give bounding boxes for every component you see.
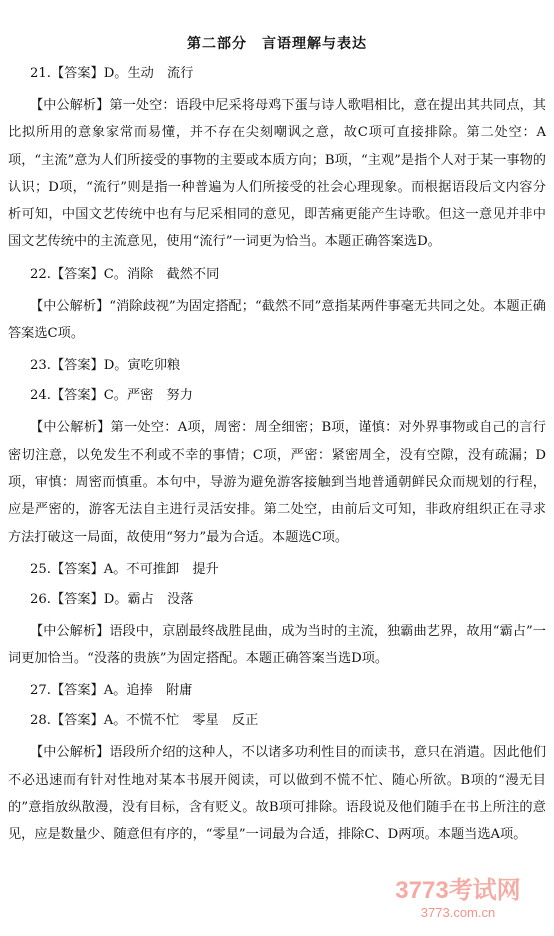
section-title: 第二部分 言语理解与表达 [187, 36, 367, 52]
answer-26: 26.【答案】D。霸占 没落 [30, 591, 194, 607]
watermark-line1: 3773考试网 [395, 877, 521, 904]
analysis-24: 【中公解析】第一处空：A项，周密：周全细密；B项，谨慎：对外界事物或自己的言行密切注意，以免发生不利或不幸的事情；C项，严密：紧密周全，没有空隙，没有疏漏；D项，审慎：周密而慎重。本句中，导游为避免游客接触到当地普通朝鲜民众而规划的行程，应是严密的，游客无法自主进行灵活安排。第二处空，由前后文可知，非政府组织正在寻求方法打破这一局面，故使用“努力”最为合适。本题选C项。 [8, 420, 546, 545]
watermark-line2: 3773.com.cn [420, 905, 496, 920]
answer-24: 24.【答案】C。严密 努力 [30, 388, 193, 404]
answer-27: 27.【答案】A。追捧 附庸 [30, 683, 193, 699]
analysis-22: 【中公解析】“消除歧视”为固定搭配；“截然不同”意指某两件事毫无共同之处。本题正确答案选C项。 [8, 298, 546, 342]
answer-23: 23.【答案】D。寅吃卯粮 [30, 358, 181, 374]
answer-28: 28.【答案】A。不慌不忙 零星 反正 [30, 713, 259, 729]
answer-25: 25.【答案】A。不可推卸 提升 [30, 561, 219, 577]
analysis-26: 【中公解析】语段中，京剧最终战胜昆曲，成为当时的主流，独霸曲艺界，故用“霸占”一词更加恰当。“没落的贵族”为固定搭配。本题正确答案当选D项。 [8, 623, 546, 667]
analysis-21: 【中公解析】第一处空：语段中尼采将母鸡下蛋与诗人歌唱相比，意在提出其共同点，其比拟所用的意象家常而易懂，并不存在尖刻嘲讽之意，故C项可直接排除。第二处空：A项，“主流”意为人们所接受的事物的主要或本质方向；B项，“主观”是指个人对于某一事物的认识；D项，“流行”则是指一种普遍为人们所接受的社会心理现象。而根据语段后文内容分析可知，中国文艺传统中也有与尼采相同的意见，即苦痛更能产生诗歌。但这一意见并非中国文艺传统中的主流意见，使用“流行”一词更为恰当。本题正确答案选D。 [8, 98, 546, 250]
answer-22: 22.【答案】C。消除 截然不同 [30, 266, 220, 282]
answer-21: 21.【答案】D。生动 流行 [30, 66, 194, 81]
analysis-28: 【中公解析】语段所介绍的这种人，不以诸多功利性目的而读书，意只在消遣。因此他们不必迅速而有针对性地对某本书展开阅读，可以做到不慌不忙、随心所欲。B项的“漫无目的”意指放纵散漫，没有目标，含有贬义。故B项可排除。语段说及他们随手在书上所注的意见，应是数量少、随意但有序的，“零星”一词最为合适，排除C、D两项。本题当选A项。 [8, 745, 546, 843]
